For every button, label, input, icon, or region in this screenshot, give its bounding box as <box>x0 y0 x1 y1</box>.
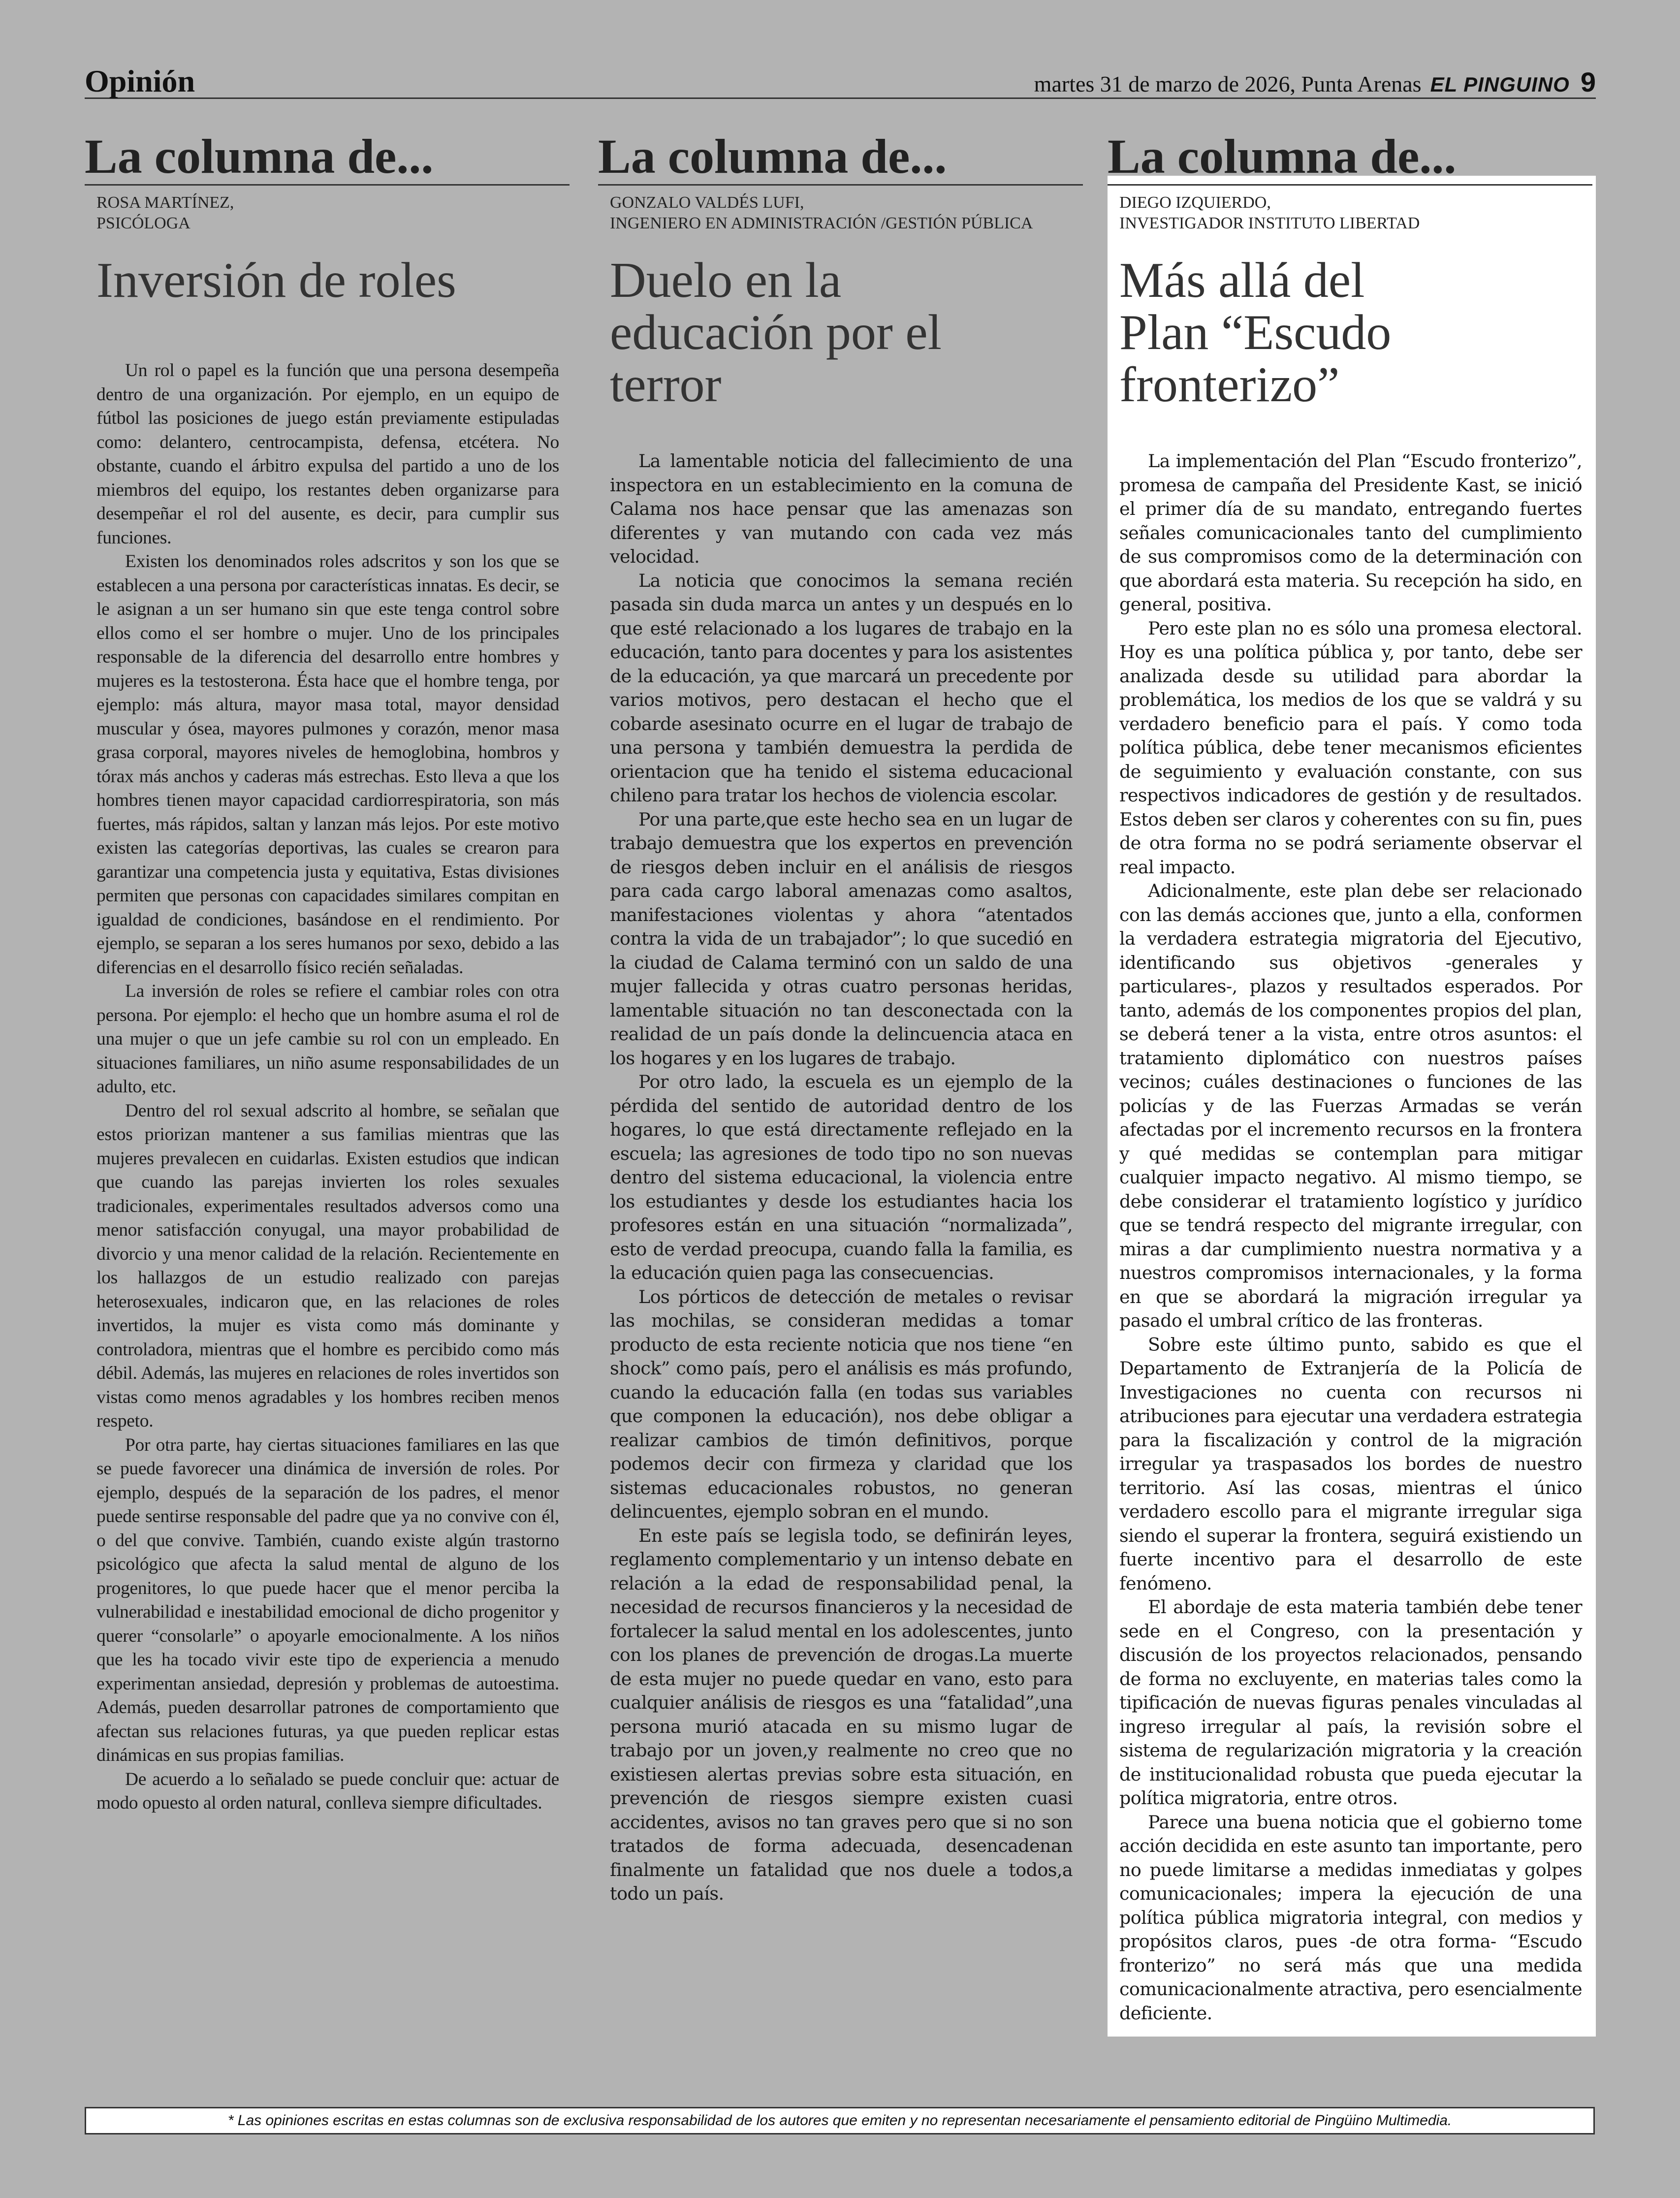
newspaper-brand: EL PINGUINO <box>1430 73 1570 96</box>
paragraph: Por una parte,que este hecho sea en un lugar de trabajo demuestra que los expertos en prevención de riesgos deben incluir en el análisis de riesgos para cada cargo laboral amenazas como asaltos, manifestaciones violentas y ahora “atentados contra la vida de un trabajador”; lo que sucedió en la ciudad de Calama terminó con un saldo de una mujer fallecida y otras cuatro personas heridas, lamentable situación no tan desconectada con la realidad de un país donde la delincuencia ataca en los hogares y en los lugares de trabajo. <box>610 808 1073 1069</box>
paragraph: La inversión de roles se refiere el cambiar roles con otra persona. Por ejemplo: el hecho que un hombre asuma el rol de una mujer o que un jefe cambie su rol con un empleado. En situaciones familiares, un niño asume responsabilidades de un adulto, etc. <box>96 981 559 1097</box>
paragraph: Adicionalmente, este plan debe ser relacionado con las demás acciones que, junto a ella, conformen la verdadera estrategia migratoria del Ejecutivo, identificando sus objetivos -generales y particulares-, plazos y resultados esperados. Por tanto, además de los componentes propios del plan, se deberá tener a la vista, entre otros asuntos: el tratamiento diplomático con nuestros países vecinos; cuáles destinaciones o funciones de las policías y de las Fuerzas Armadas se verán afectadas por el incremento recursos en la frontera y qué medidas se contemplan para mitigar cualquier impacto negativo. Al mismo tiempo, se debe considerar el tratamiento logístico y jurídico que se tendrá respecto del migrante irregular, con miras a dar cumplimiento nuestra normativa y a nuestros compromisos internacionales, y la forma en que se abordará la migración irregular ya pasado el umbral crítico de las fronteras. <box>1119 880 1582 1331</box>
paragraph: Por otro lado, la escuela es un ejemplo de la pérdida del sentido de autoridad dentro de los hogares, lo que está directamente reflejado en la escuela; las agresiones de todo tipo no son nuevas dentro del sistema educacional, la violencia entre los estudiantes y desde los estudiantes hacia los profesores están en una situación “normalizada”, esto de verdad preocupa, cuando falla la familia, es la educación quien paga las consecuencias. <box>610 1071 1073 1283</box>
article-title: Duelo en la educación por el terror <box>610 253 942 413</box>
article-title: Inversión de roles <box>96 253 456 308</box>
section-name: Opinión <box>85 64 195 98</box>
column-kicker: La columna de... <box>85 129 570 186</box>
paragraph: Pero este plan no es sólo una promesa electoral. Hoy es una política pública y, por tanto, debe ser analizada desde su utilidad para abordar la problemática, los medios de los que se valdrá y su verdadero beneficio para el país. Y como toda política pública, debe tener mecanismos eficientes de seguimiento y evaluación constante, con sus respectivos indicadores de gestión y de resultados. Estos deben ser claros y coherentes con su fin, pues de otra forma no se podrá seriamente observar el real impacto. <box>1119 617 1582 878</box>
opinion-column-2 <box>598 129 1083 1906</box>
page-header <box>85 63 1596 99</box>
article-body <box>610 449 1073 1906</box>
author-byline <box>610 192 1083 234</box>
author-role: INVESTIGADOR INSTITUTO LIBERTAD <box>1119 214 1420 232</box>
article-title: Más allá del Plan “Escudo fronterizo” <box>1119 253 1392 413</box>
author-name: ROSA MARTÍNEZ, <box>96 193 234 212</box>
author-byline <box>1119 192 1592 234</box>
paragraph: Un rol o papel es la función que una persona desempeña dentro de una organización. Por ejemplo, en un equipo de fútbol las posiciones de juego están previamente estipuladas como: delantero, centrocampista, defensa, etcétera. No obstante, cuando el árbitro expulsa del partido a uno de los miembros del equipo, los restantes deben organizarse para desempeñar el rol del ausente, es decir, para cumplir sus funciones. <box>96 360 559 548</box>
paragraph: Parece una buena noticia que el gobierno tome acción decidida en este asunto tan importante, pero no puede limitarse a medidas inmediatas y golpes comunicacionales; impera la ejecución de una política pública migratoria integral, con medios y propósitos claros, pues -de otra forma- “Escudo fronterizo” no será más que una medida comunicacionalmente atractiva, pero esencialmente deficiente. <box>1119 1811 1582 2024</box>
paragraph: La lamentable noticia del fallecimiento de una inspectora en un establecimiento en la comuna de Calama nos hace pensar que las amenazas son diferentes y van mutando con cada vez más velocidad. <box>610 450 1073 567</box>
article-body <box>96 359 559 1816</box>
column-kicker: La columna de... <box>598 129 1083 186</box>
paragraph: La noticia que conocimos la semana recién pasada sin duda marca un antes y un después en lo que esté relacionado a los lugares de trabajo en la educación, tanto para docentes y para los asistentes de la educación, ya que marcará un precedente por varios motivos, pero destacan el hecho que el cobarde asesinato ocurre en el lugar de trabajo de una persona y también demuestra la perdida de orientacion que ha tenido el sistema educacional chileno para tratar los hechos de violencia escolar. <box>610 570 1073 806</box>
opinion-column-1 <box>85 129 570 1816</box>
author-name: DIEGO IZQUIERDO, <box>1119 193 1271 212</box>
author-name: GONZALO VALDÉS LUFI, <box>610 193 804 212</box>
paragraph: Los pórticos de detección de metales o revisar las mochilas, se consideran medidas a tomar producto de esta reciente noticia que nos tiene “en shock” como país, pero el análisis es más profundo, cuando la educación falla (en todas sus variables que componen la educación), nos debe obligar a realizar cambios de timón definitivos, porque podemos decir con firmeza y claridad que los sistemas educacionales robustos, no generan delincuentes, ejemplo sobran en el mundo. <box>610 1286 1073 1522</box>
dateline: martes 31 de marzo de 2026, Punta Arenas <box>1034 71 1422 96</box>
paragraph: Por otra parte, hay ciertas situaciones familiares en las que se puede favorecer una dinámica de inversión de roles. Por ejemplo, después de la separación de los padres, el menor puede sentirse responsable del padre que ya no convive con él, o del que convive. También, cuando existe algún trastorno psicológico que afecta la salud mental de alguno de los progenitores, lo que puede hacer que el menor perciba la vulnerabilidad e inestabilidad emocional de dicho progenitor y querer “consolarle” o apoyarle emocionalmente. A los niños que les ha tocado vivir este tipo de experiencia a menudo experimentan ansiedad, depresión y problemas de autoestima. Además, pueden desarrollar patrones de comportamiento que afectan sus relaciones futuras, ya que pueden replicar estas dinámicas en sus propias familias. <box>96 1434 559 1765</box>
column-kicker: La columna de... <box>1108 129 1592 186</box>
paragraph: Dentro del rol sexual adscrito al hombre, se señalan que estos priorizan mantener a sus familias mientras que las mujeres prevalecen en cuidarlas. Existen estudios que indican que cuando las parejas invierten los roles sexuales tradicionales, experimentales resultados adversos como una menor satisfacción conyugal, una mayor probabilidad de divorcio y una menor calidad de la relación. Recientemente en los hallazgos de un estudio realizado con parejas heterosexuales, indicaron que, en las relaciones de roles invertidos, la mujer es vista como más dominante y controladora, mientras que el hombre es percibido como más débil. Además, las mujeres en relaciones de roles invertidos son vistas como menos agradables y los hombres reciben menos respeto. <box>96 1100 559 1431</box>
paragraph: La implementación del Plan “Escudo fronterizo”, promesa de campaña del Presidente Kast, se inició el primer día de su mandato, entregando fuertes señales comunicacionales tanto del cumplimiento de sus compromisos como de la determinación con que abordará esta materia. Su recepción ha sido, en general, positiva. <box>1119 450 1582 615</box>
page-number: 9 <box>1580 66 1596 97</box>
opinion-column-3 <box>1108 129 1592 2025</box>
author-role: INGENIERO EN ADMINISTRACIÓN /GESTIÓN PÚBLICA <box>610 214 1033 232</box>
paragraph: Existen los denominados roles adscritos y son los que se establecen a una persona por características innatas. Es decir, se le asignan a un ser humano sin que este tenga control sobre ellos como el ser hombre o mujer. Uno de los principales responsable de la diferencia del desarrollo entre hombres y mujeres es la testosterona. Ésta hace que el hombre tenga, por ejemplo: más altura, mayor masa total, mayor densidad muscular y ósea, mayores pulmones y corazón, menor masa grasa corporal, mayores niveles de hemoglobina, hombros y tórax más anchos y caderas más estrechas. Esto lleva a que los hombres tienen mayor capacidad cardiorrespiratoria, son más fuertes, más rápidos, saltan y lanzan más lejos. Por este motivo existen las categorías deportivas, las cuales se crearon para garantizar una competencia justa y equitativa, Estas divisiones permiten que personas con capacidades similares compitan en igualdad de condiciones, basándose en el rendimiento. Por ejemplo, se separan a los seres humanos por sexo, debido a las diferencias en el desarrollo físico recién señaladas. <box>96 551 559 978</box>
disclaimer-footer: * Las opiniones escritas en estas columnas son de exclusiva responsabilidad de los autores que emiten y no representan necesariamente el pensamiento editorial de Pingüino Multimedia. <box>85 2107 1595 2134</box>
author-byline <box>96 192 570 234</box>
article-body <box>1119 449 1582 2025</box>
author-role: PSICÓLOGA <box>96 214 190 232</box>
header-dateline-block <box>1034 66 1596 98</box>
paragraph: Sobre este último punto, sabido es que el Departamento de Extranjería de la Policía de Investigaciones no cuenta con recursos ni atribuciones para ejecutar una verdadera estrategia para la fiscalización y control de la migración irregular ya traspasados los bordes de nuestro territorio. Así las cosas, mientras el único verdadero escollo para el migrante irregular siga siendo el superar la frontera, seguirá existiendo un fuerte incentivo para el desarrollo de este fenómeno. <box>1119 1334 1582 1594</box>
paragraph: De acuerdo a lo señalado se puede concluir que: actuar de modo opuesto al orden natural, conlleva siempre dificultades. <box>96 1769 559 1813</box>
paragraph: El abordaje de esta materia también debe tener sede en el Congreso, con la presentación y discusión de los proyectos relacionados, pensando de forma no excluyente, en materias tales como la tipificación de nuevas figuras penales vinculadas al ingreso irregular al país, la revisión sobre el sistema de regularización migratoria y la creación de institucionalidad robusta que pueda ejecutar la política migratoria, entre otros. <box>1119 1596 1582 1809</box>
paragraph: En este país se legisla todo, se definirán leyes, reglamento complementario y un intenso debate en relación a la edad de responsabilidad penal, la necesidad de recursos financieros y la necesidad de fortalecer la salud mental en los adolescentes, junto con los planes de prevención de drogas.La muerte de esta mujer no puede quedar en vano, esto para cualquier análisis de riesgos es una “fatalidad”,una persona murió atacada en su mismo lugar de trabajo por un joven,y realmente no creo que no existiesen alertas previas sobre esta situación, en prevención de riesgos siempre existen cuasi accidentes, avisos no tan graves pero que si no son tratados de forma adecuada, desencadenan finalmente un fatalidad que nos duele a todos,a todo un país. <box>610 1525 1073 1904</box>
